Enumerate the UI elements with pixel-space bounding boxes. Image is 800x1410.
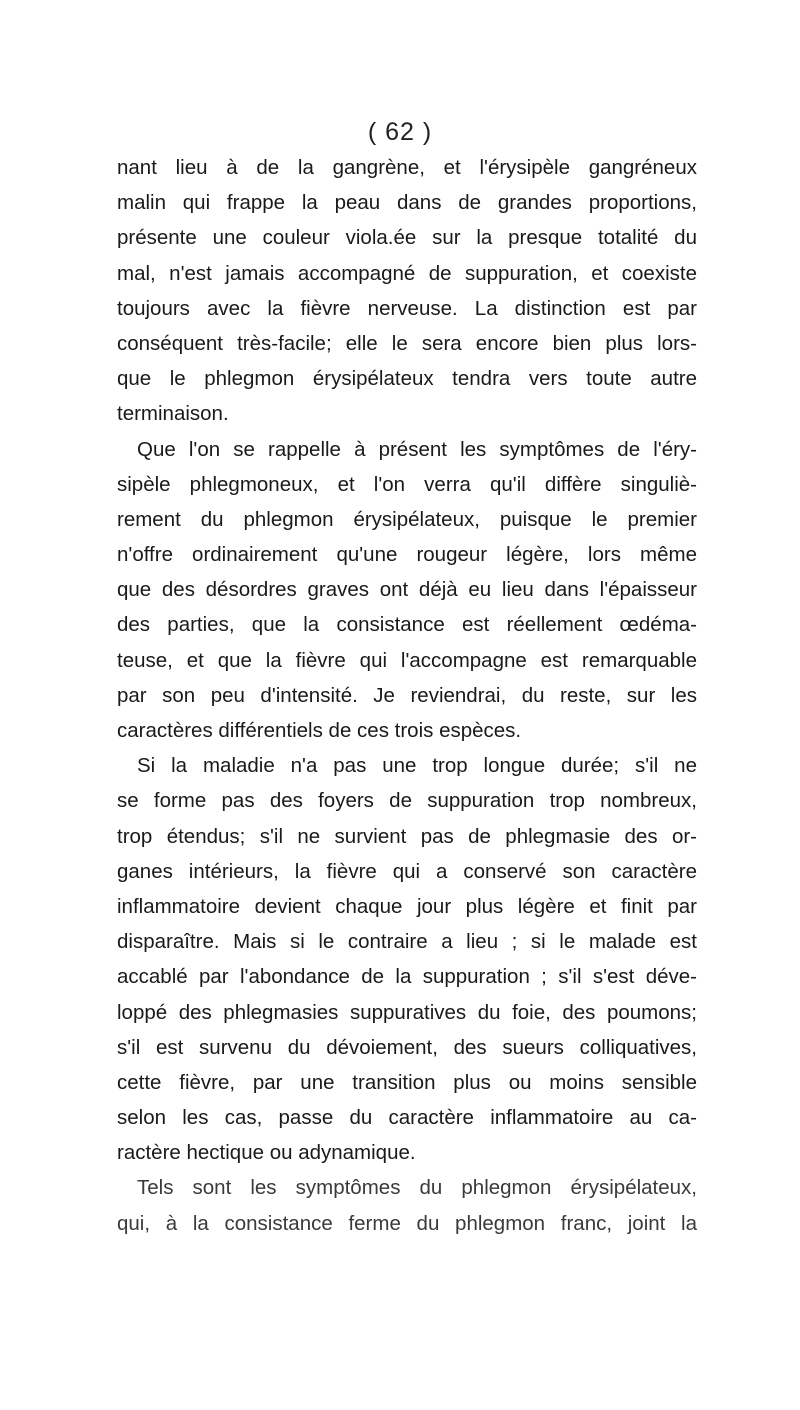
text-line-8: terminaison. (117, 402, 229, 426)
text-line-7: que le phlegmon érysipélateux tendra vers toute autre (117, 367, 697, 391)
text-line-28: selon les cas, passe du caractère inflammatoire au ca- (117, 1106, 697, 1130)
text-line-5: toujours avec la fièvre nerveuse. La distinction est par (117, 296, 697, 320)
text-line-30: Tels sont les symptômes du phlegmon érysipélateux, (137, 1176, 697, 1200)
text-line-12: n'offre ordinairement qu'une rougeur légère, lors même (117, 543, 697, 567)
text-line-23: disparaître. Mais si le contraire a lieu ; si le malade est (117, 930, 697, 954)
text-line-26: s'il est survenu du dévoiement, des sueurs colliquatives, (117, 1035, 697, 1059)
text-line-3: présente une couleur viola.ée sur la presque totalité du (117, 226, 697, 250)
text-line-10: sipèle phlegmoneux, et l'on verra qu'il diffère singuliè- (117, 472, 697, 496)
text-line-6: conséquent très-facile; elle le sera encore bien plus lors- (117, 331, 697, 355)
text-line-20: trop étendus; s'il ne survient pas de phlegmasie des or- (117, 824, 697, 848)
text-line-19: se forme pas des foyers de suppuration trop nombreux, (117, 789, 697, 813)
text-line-16: par son peu d'intensité. Je reviendrai, du reste, sur les (117, 683, 697, 707)
text-line-9: Que l'on se rappelle à présent les symptômes de l'éry- (137, 437, 697, 461)
text-line-31: qui, à la consistance ferme du phlegmon franc, joint la (117, 1211, 697, 1235)
text-line-1: nant lieu à de la gangrène, et l'érysipèle gangréneux (117, 156, 697, 179)
text-line-14: des parties, que la consistance est réellement œdéma- (117, 613, 697, 637)
text-line-18: Si la maladie n'a pas une trop longue durée; s'il ne (137, 754, 697, 778)
text-line-22: inflammatoire devient chaque jour plus légère et finit par (117, 894, 697, 918)
text-line-24: accablé par l'abondance de la suppuration ; s'il s'est déve- (117, 965, 697, 989)
text-line-13: que des désordres graves ont déjà eu lieu dans l'épaisseur (117, 578, 697, 602)
text-line-27: cette fièvre, par une transition plus ou moins sensible (117, 1070, 697, 1094)
page-number: ( 62 ) (367, 118, 433, 146)
text-line-11: rement du phlegmon érysipélateux, puisque le premier (117, 507, 697, 531)
text-line-15: teuse, et que la fièvre qui l'accompagne est remarquable (117, 648, 697, 672)
text-line-21: ganes intérieurs, la fièvre qui a conservé son caractère (117, 859, 697, 883)
text-line-25: loppé des phlegmasies suppuratives du foie, des poumons; (117, 1000, 697, 1024)
text-line-4: mal, n'est jamais accompagné de suppuration, et coexiste (117, 261, 697, 285)
text-line-2: malin qui frappe la peau dans de grandes proportions, (117, 191, 697, 215)
text-line-17: caractères différentiels de ces trois espèces. (117, 719, 522, 742)
body-text (117, 150, 697, 1241)
text-line-29: ractère hectique ou adynamique. (117, 1141, 416, 1165)
